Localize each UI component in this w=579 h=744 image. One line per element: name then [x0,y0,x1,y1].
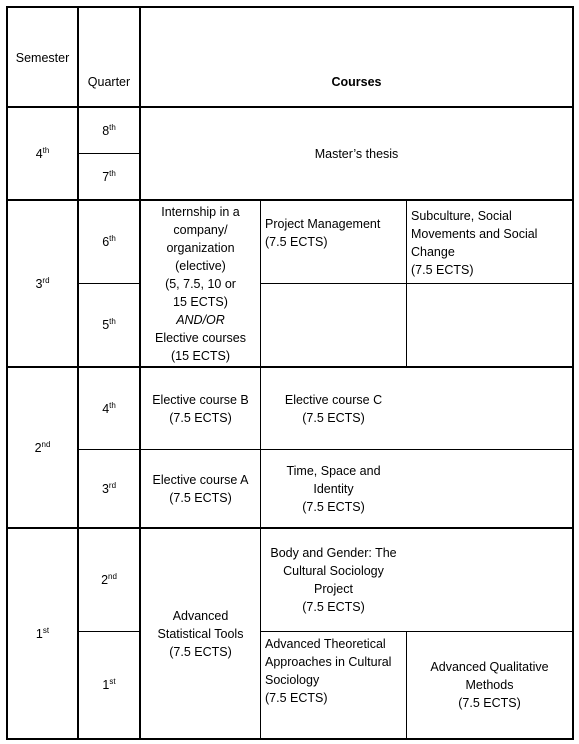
course-statistical-tools: Advanced Statistical Tools (7.5 ECTS) [157,608,244,659]
course-body-gender: Body and Gender: The Cultural Sociology Project (7.5 ECTS) [270,546,397,614]
table-border-right [572,6,574,740]
semester-label-3: 3rd [35,275,50,291]
course-time-space: Time, Space and Identity (7.5 ECTS) [286,463,381,514]
course-project-management: Project Management (7.5 ECTS) [265,217,381,249]
course-elective-c: Elective course C (7.5 ECTS) [284,392,383,425]
header-courses: Courses [331,75,382,89]
quarter-label-4: 4th [102,400,116,416]
course-elective-b: Elective course B (7.5 ECTS) [152,392,249,425]
quarter-label-8: 8th [102,122,116,138]
quarter-label-6: 6th [102,233,116,249]
quarter-label-3: 3rd [101,480,117,496]
course-subculture: Subculture, Social Movements and Social Change (7.5 ECTS) [411,209,538,277]
quarter-label-1: 1st [102,676,116,692]
quarter-label-7: 7th [102,168,116,184]
semester-label-1: 1st [35,625,50,641]
semester-label-4: 4th [35,145,50,161]
header-quarter: Quarter [87,75,131,89]
header-semester: Semester [15,51,70,65]
course-theoretical: Advanced Theoretical Approaches in Cultural Sociology (7.5 ECTS) [265,637,392,705]
quarter-label-2: 2nd [101,571,117,587]
table-border-top [6,6,574,8]
course-internship: Internship in a company/ organization (elective) (5, 7.5, 10 or 15 ECTS) AND/OR Elective courses (15 ECTS) [154,204,246,363]
semester-label-2: 2nd [34,439,51,455]
course-qualitative: Advanced Qualitative Methods (7.5 ECTS) [430,660,549,710]
course-elective-a: Elective course A (7.5 ECTS) [152,472,249,505]
quarter-label-5: 5th [102,316,116,332]
table-border-bottom [6,738,574,740]
course-masters-thesis: Master’s thesis [314,146,399,161]
row-divider-q6-c2 [261,283,573,284]
